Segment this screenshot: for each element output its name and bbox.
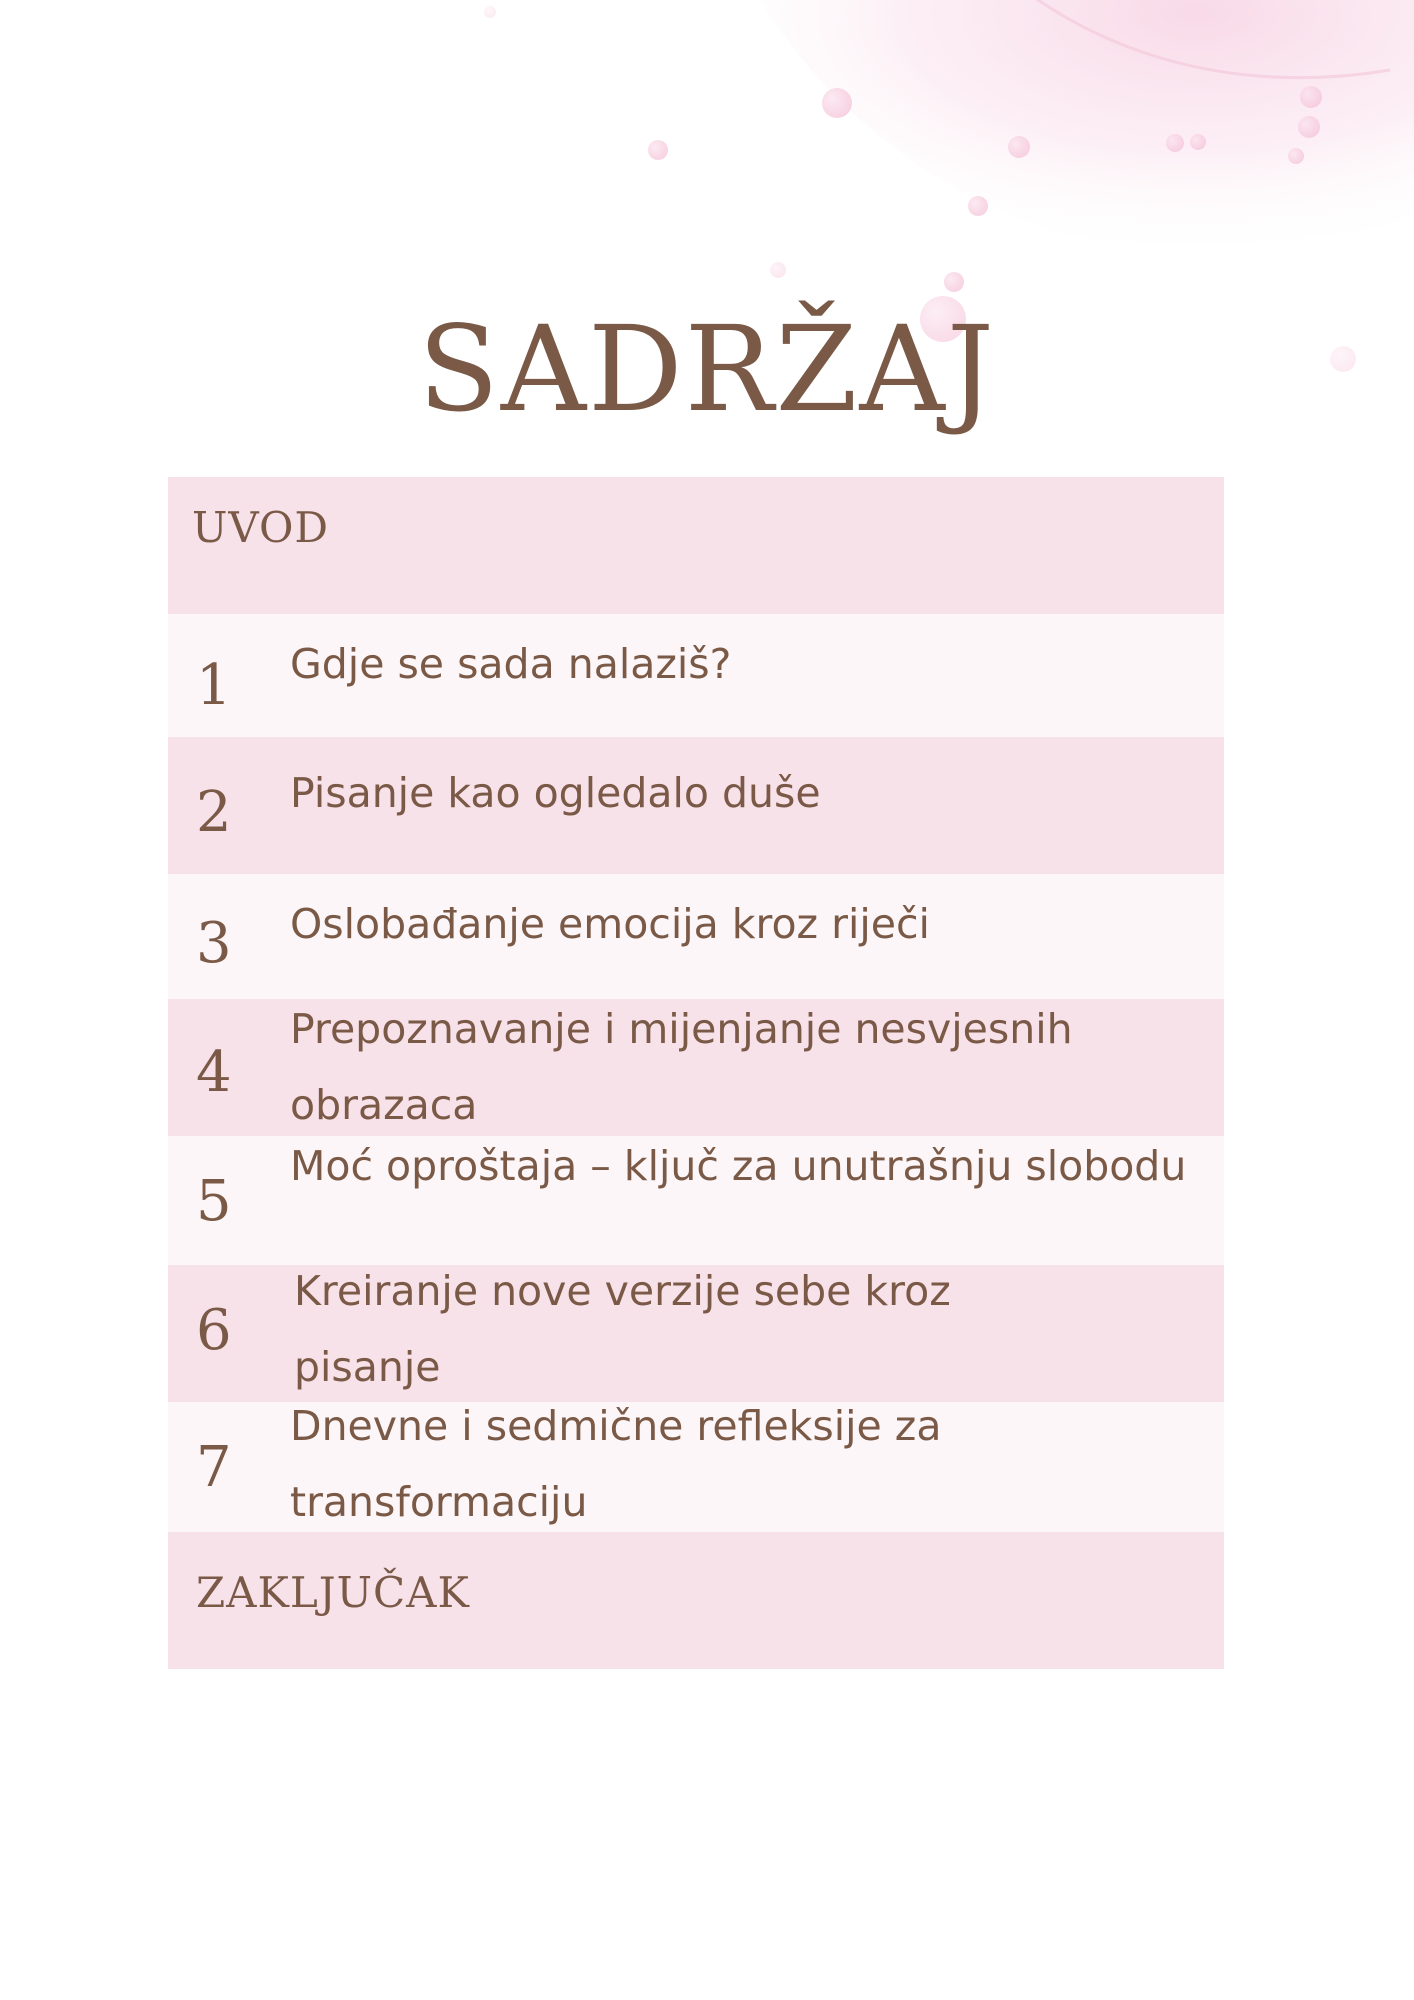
chapter-number: 3 xyxy=(196,911,232,976)
bubble-decoration xyxy=(1190,134,1206,150)
chapter-number: 7 xyxy=(196,1435,232,1500)
bubble-decoration xyxy=(770,262,786,278)
chapter-title: Prepoznavanje i mijenjanje nesvjesnih obrazaca xyxy=(290,1005,1073,1129)
toc-row-chapter-4[interactable] xyxy=(168,999,1224,1136)
toc-row-chapter-1[interactable] xyxy=(168,614,1224,737)
chapter-number: 4 xyxy=(196,1040,232,1105)
toc-row-conclusion[interactable] xyxy=(168,1532,1224,1669)
toc-row-chapter-2[interactable] xyxy=(168,737,1224,874)
chapter-number: 5 xyxy=(196,1169,232,1234)
bubble-decoration xyxy=(648,140,668,160)
intro-label: UVOD xyxy=(192,503,330,552)
bubble-decoration xyxy=(1166,134,1184,152)
chapter-title: Pisanje kao ogledalo duše xyxy=(290,769,821,817)
bubble-decoration xyxy=(822,88,852,118)
bubble-decoration xyxy=(1288,148,1304,164)
chapter-title: Gdje se sada nalaziš? xyxy=(290,640,732,688)
toc-row-chapter-7[interactable] xyxy=(168,1402,1224,1532)
watercolor-decoration xyxy=(690,0,1414,310)
chapter-number: 6 xyxy=(196,1298,232,1363)
bubble-decoration xyxy=(1300,86,1322,108)
toc-row-intro[interactable] xyxy=(168,477,1224,614)
page-title: SADRŽAJ xyxy=(417,300,996,438)
toc-row-chapter-3[interactable] xyxy=(168,874,1224,999)
bubble-decoration xyxy=(484,6,496,18)
bubble-decoration xyxy=(944,272,964,292)
chapter-title: Kreiranje nove verzije sebe kroz pisanje xyxy=(294,1267,951,1391)
chapter-number: 2 xyxy=(196,780,232,845)
bubble-decoration xyxy=(1008,136,1030,158)
bubble-decoration xyxy=(1298,116,1320,138)
conclusion-label: ZAKLJUČAK xyxy=(196,1568,470,1617)
bubble-decoration xyxy=(968,196,988,216)
chapter-title: Moć oproštaja – ključ za unutrašnju slobodu xyxy=(290,1142,1187,1190)
chapter-number: 1 xyxy=(196,653,232,718)
chapter-title: Oslobađanje emocija kroz riječi xyxy=(290,900,930,948)
toc-row-chapter-5[interactable] xyxy=(168,1136,1224,1265)
table-of-contents xyxy=(168,477,1224,1669)
chapter-title: Dnevne i sedmične refleksije za transformaciju xyxy=(290,1402,942,1526)
toc-row-chapter-6[interactable] xyxy=(168,1265,1224,1402)
